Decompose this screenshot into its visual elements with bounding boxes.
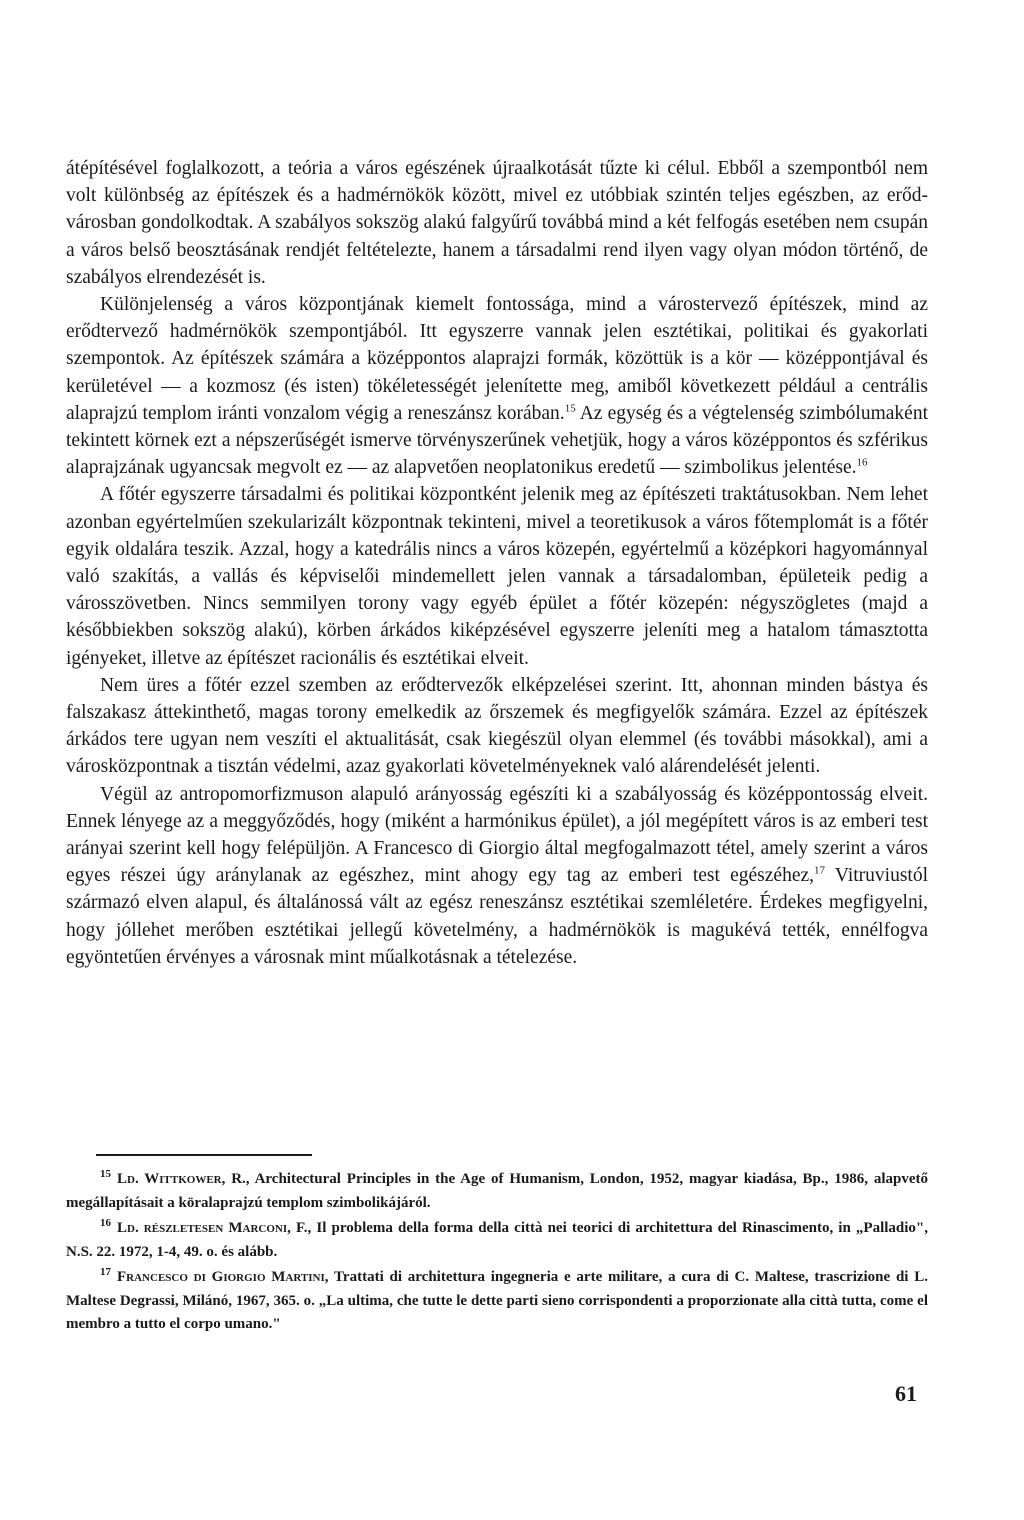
paragraph-3: A főtér egyszerre társadalmi és politikai központként jelenik meg az építészeti traktátusokban. Nem lehet azonban egyértelműen szekularizált központnak tekinteni, mivel a teoretikusok a város főtemplomát is a főtér egyik oldalára teszik. Azzal, hogy a katedrális nincs a város közepén, egyértelmű a középkori hagyománnyal való szakítás, a vallás és képviselői mindemellett jelen vannak a társadalomban, épületeik pedig a városszövetben. Nincs semmilyen torony vagy egyéb épület a főtér közepén: négyszögletes (majd a későbbiekben sokszög alakú), körben árkádos kiképzésével egyszerre jeleníti meg a hatalom támasztotta igényeket, illetve az építészet racionális és esztétikai elveit. xyxy=(66,484,928,669)
paragraph-5 xyxy=(66,781,928,971)
footnote-ref-16: 16 xyxy=(856,456,868,469)
footnote-text: Trattati di architettura ingegneria e arte militare, a cura di C. Maltese, trascrizione di L. Maltese Degrassi, Milánó, 1967, 365. o. „La ultima, che tutte le dette parti sieno corrispondenti a proporzionate alla città tutta, come el membro a tutto el corpo umano." xyxy=(66,1269,928,1332)
paragraph-2 xyxy=(66,291,928,481)
footnotes xyxy=(66,1168,928,1339)
footnote-number: 15 xyxy=(100,1168,111,1180)
footnote-number: 17 xyxy=(100,1266,111,1278)
paragraph-5-part-b: Vitruviustól származó elven alapul, és általánossá vált az egész reneszánsz esztétikai szemléletére. Érdekes megfigyelni, hogy jóllehet merőben esztétikai jellegű követelmény, a hadmérnökök is magukévá tették, ennélfogva egyöntetűen érvényes a városnak mint műalkotásnak a tételezése. xyxy=(66,865,928,968)
footnote-ref-17: 17 xyxy=(814,864,826,877)
paragraph-2-part-a: Különjelenség a város központjának kiemelt fontossága, mind a várostervező építészek, mind az erődtervező hadmérnökök szempontjából. Itt egyszerre vannak jelen esztétikai, politikai és gyakorlati szempontok. Az építészek számára a középpontos alaprajzi formák, közöttük is a kör — középpontjával és kerületével — a kozmosz (és isten) tökéletességét jelenítette meg, amiből következett például a centrális alaprajzú templom iránti vonzalom végig a reneszánsz korában. xyxy=(66,294,928,424)
footnote-author: Ld. Wittkower, R., xyxy=(117,1171,250,1187)
footnote-text: Il problema della forma della città nei teorici di architettura del Rinascimento, in „Palladio", N.S. 22. 1972, 1-4, 49. o. és alább. xyxy=(66,1220,928,1260)
main-text xyxy=(66,155,928,971)
footnote-author: Ld. részletesen Marconi, F., xyxy=(117,1220,312,1236)
footnote-ref-15: 15 xyxy=(564,402,576,415)
page-number: 61 xyxy=(895,1381,917,1406)
footnote xyxy=(66,1266,928,1337)
footnote xyxy=(66,1217,928,1264)
footnote-number: 16 xyxy=(100,1217,111,1229)
footnote-divider xyxy=(96,1154,312,1156)
paragraph-1: átépítésével foglalkozott, a teória a város egészének újraalkotását tűzte ki célul. Ebből a szempontból nem volt különbség az építészek és a hadmérnökök között, mivel ez utóbbiak szintén teljes egészben, az erőd-városban gondolkodtak. A szabályos sokszög alakú falgyűrű továbbá mind a két felfogás esetében nem csupán a város belső beosztásának rendjét feltételezte, hanem a társadalmi rend ilyen vagy olyan módon történő, de szabályos elrendezését is. xyxy=(66,158,928,288)
footnote xyxy=(66,1168,928,1215)
footnote-text: Architectural Principles in the Age of Humanism, London, 1952, magyar kiadása, Bp., 1986, alapvető megállapításait a köralaprajzú templom szimbolikájáról. xyxy=(66,1171,928,1211)
footnote-author: Francesco di Giorgio Martini, xyxy=(117,1269,329,1285)
paragraph-4: Nem üres a főtér ezzel szemben az erődtervezők elképzelései szerint. Itt, ahonnan minden bástya és falszakasz áttekinthető, magas torony emelkedik az őrszemek és megfigyelők számára. Ezzel az építészek árkádos tere ugyan nem veszíti el aktualitását, csak kiegészül olyan elemmel (és további másokkal), ami a városközpontnak a tisztán védelmi, azaz gyakorlati követelményeknek való alárendelését jelenti. xyxy=(66,674,928,778)
paragraph-2-part-b: Az egység és a végtelenség szimbólumaként tekintett körnek ezt a népszerűségét ismerve törvényszerűnek vehetjük, hogy a város középpontos és szférikus alaprajzának ugyancsak megvolt ez — az alapvetően neoplatonikus eredetű — szimbolikus jelentése. xyxy=(66,402,928,479)
paragraph-5-part-a: Végül az antropomorfizmuson alapuló arányosság egészíti ki a szabályosság és középpontosság elveit. Ennek lényege az a meggyőződés, hogy (miként a harmónikus épület), a jól megépített város is az emberi test arányai szerint kell hogy felépüljön. A Francesco di Giorgio által megfogalmazott tétel, amely szerint a város egyes részei úgy aránylanak az egészhez, mint ahogy egy tag az emberi test egészéhez, xyxy=(66,783,928,887)
